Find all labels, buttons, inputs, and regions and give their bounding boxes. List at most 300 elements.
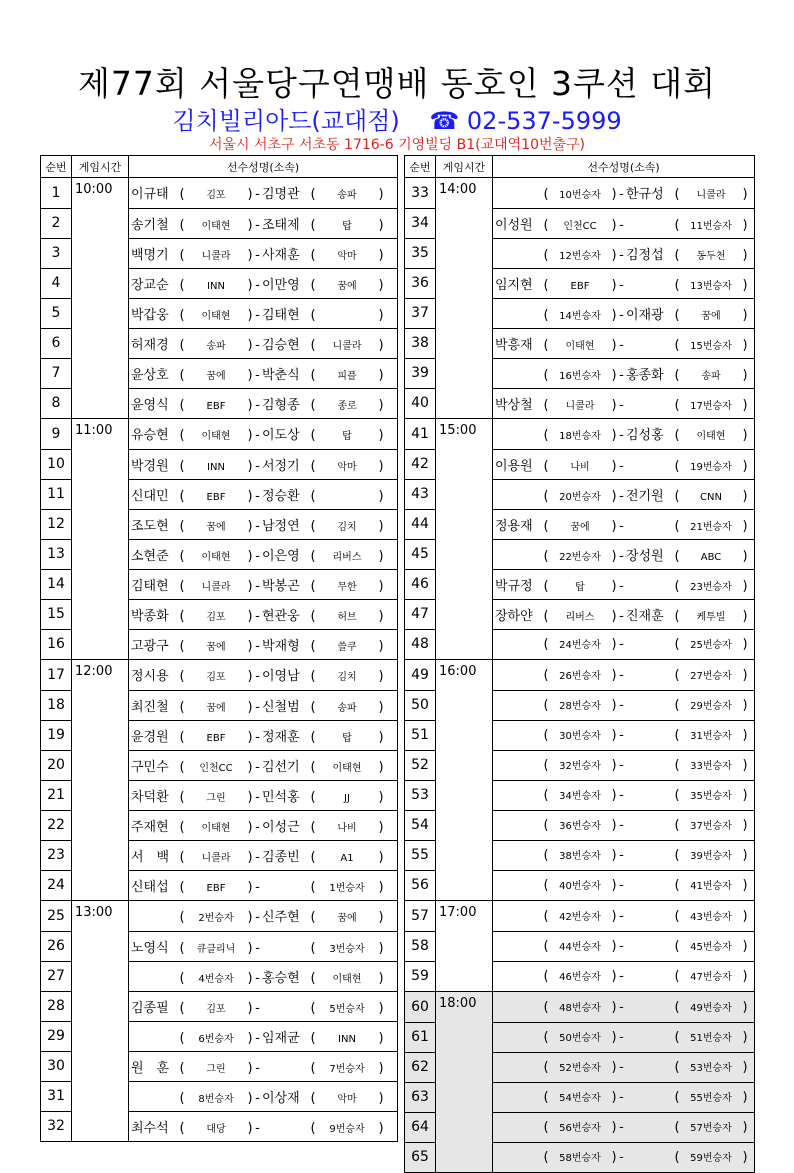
table-row [405,750,755,780]
paren-close: ) [378,277,384,293]
paren-open: ( [310,879,316,895]
match-players [129,539,398,569]
versus-dash: - [255,397,260,413]
paren-close: ) [247,789,253,805]
versus-dash: - [619,667,624,683]
paren-open: ( [543,397,549,413]
game-time: 17:00 [436,901,493,932]
paren-open: ( [179,849,185,865]
match-players [129,599,398,629]
table-row [41,1081,398,1111]
match-number: 55 [405,840,436,870]
paren-close: ) [742,728,748,743]
player-2-name: 신주현 [262,910,300,926]
paren-close: ) [742,1090,748,1105]
table-row [41,931,398,961]
paren-close: ) [378,849,384,865]
player-1-club: 18번승자 [559,431,601,443]
versus-dash: - [255,879,260,895]
paren-open: ( [310,337,316,353]
paren-close: ) [378,638,384,654]
player-1-club: 꿈에 [206,641,226,653]
match-players [493,388,755,419]
paren-close: ) [742,1120,748,1135]
player-1-name: 김종필 [131,1000,169,1016]
paren-open: ( [179,879,185,895]
match-players [493,238,755,268]
paren-close: ) [247,819,253,835]
paren-close: ) [742,518,748,534]
paren-close: ) [378,940,384,956]
paren-close: ) [742,878,748,894]
match-number: 7 [41,358,72,388]
player-1-name: 허재경 [131,337,169,353]
player-2-name: 진재훈 [626,608,664,624]
paren-open: ( [543,277,549,293]
game-time [436,1112,493,1142]
player-1-club: 나비 [570,461,590,473]
paren-close: ) [611,277,617,293]
paren-close: ) [611,578,617,594]
player-2-club: 나비 [337,822,357,834]
paren-close: ) [742,908,748,924]
match-players [129,931,398,961]
player-1-name: 박종화 [131,608,169,624]
table-header-row [41,156,398,178]
paren-close: ) [247,1060,253,1076]
player-2-club: 피플 [337,370,357,382]
paren-open: ( [543,728,549,743]
match-number: 51 [405,720,436,750]
player-1-name: 백명기 [131,247,169,263]
game-time [72,991,129,1021]
paren-close: ) [247,1090,253,1106]
paren-close: ) [378,879,384,895]
player-2-club: 탑 [342,431,352,443]
paren-open: ( [179,458,185,474]
player-2-name: 이영남 [262,669,300,685]
table-row [405,1082,755,1112]
player-1-name: 이용원 [495,458,533,474]
table-row [41,870,398,901]
game-time [72,569,129,599]
versus-dash: - [619,217,624,233]
match-number: 10 [41,449,72,479]
paren-open: ( [674,1090,680,1105]
match-players [129,1111,398,1142]
player-1-club: 이태현 [565,340,595,352]
player-2-club: 1번승자 [329,882,365,894]
paren-open: ( [179,910,185,926]
paren-open: ( [674,637,680,653]
paren-open: ( [310,217,316,233]
player-1-club: 24번승자 [559,640,601,652]
game-time [436,479,493,509]
table-row [405,810,755,840]
paren-close: ) [742,578,748,594]
versus-dash: - [255,247,260,263]
game-time [436,931,493,961]
game-time [436,840,493,870]
match-players [129,358,398,388]
match-number: 58 [405,931,436,961]
match-players [493,992,755,1023]
player-2-club: 33번승자 [690,761,732,772]
match-number: 26 [41,931,72,961]
paren-open: ( [310,548,316,564]
table-row [41,961,398,991]
versus-dash: - [619,908,624,924]
player-2-club: 53번승자 [690,1063,732,1074]
paren-close: ) [742,367,748,383]
match-players [493,1112,755,1142]
match-number: 18 [41,690,72,720]
player-1-club: 꿈에 [206,370,226,382]
game-time [436,961,493,992]
paren-open: ( [674,277,680,293]
table-row [405,419,755,450]
player-2-name: 임재균 [262,1030,300,1046]
paren-open: ( [179,247,185,263]
versus-dash: - [255,337,260,353]
match-players [493,419,755,450]
player-1-name: 정시용 [131,669,169,685]
player-1-club: 니콜라 [201,581,231,593]
table-row [41,840,398,870]
versus-dash: - [619,307,624,323]
player-2-name: 김승현 [262,337,300,353]
match-players [129,780,398,810]
paren-close: ) [247,397,253,413]
paren-close: ) [611,969,617,985]
player-2-club: 47번승자 [690,972,732,984]
paren-open: ( [179,819,185,835]
game-time [72,931,129,961]
table-row [405,539,755,569]
game-time [436,208,493,238]
match-number: 3 [41,238,72,268]
player-1-club: 꿈에 [570,521,590,533]
paren-close: ) [247,428,253,444]
paren-close: ) [378,488,384,504]
player-2-name: 박봉곤 [262,578,300,594]
player-2-name: 장성원 [626,548,664,564]
paren-close: ) [247,518,253,534]
player-2-club: 송파 [337,702,357,714]
paren-close: ) [378,518,384,534]
player-2-club: CNN [700,491,722,503]
versus-dash: - [619,548,624,564]
match-players [129,660,398,691]
paren-open: ( [674,698,680,713]
match-players [129,268,398,298]
player-2-name: 민석홍 [262,789,300,805]
match-number: 29 [41,1021,72,1051]
paren-close: ) [247,759,253,775]
versus-dash: - [619,1060,624,1075]
game-time [436,268,493,298]
paren-open: ( [674,307,680,323]
player-2-club: 꿈에 [337,280,357,292]
paren-open: ( [179,608,185,624]
player-1-name: 차덕환 [131,789,169,805]
player-2-club: 13번승자 [690,280,732,292]
versus-dash: - [255,1060,260,1076]
match-number: 62 [405,1052,436,1082]
paren-close: ) [378,1000,384,1016]
paren-close: ) [742,969,748,985]
paren-close: ) [611,939,617,954]
paren-close: ) [742,818,748,833]
versus-dash: - [255,1030,260,1046]
player-2-club: 꿈에 [701,310,721,322]
player-2-club: 탑 [342,732,352,744]
game-time [72,961,129,991]
game-time [436,539,493,569]
match-number: 35 [405,238,436,268]
match-number: 39 [405,358,436,388]
match-number: 48 [405,629,436,660]
match-number: 17 [41,660,72,691]
match-number: 28 [41,991,72,1021]
paren-open: ( [543,637,549,653]
match-players [129,419,398,450]
paren-open: ( [674,187,680,203]
paren-open: ( [179,367,185,383]
game-time: 13:00 [72,901,129,932]
player-1-club: 32번승자 [559,761,601,772]
match-players [493,1082,755,1112]
versus-dash: - [255,608,260,624]
player-2-club: 5번승자 [329,1003,365,1015]
player-1-name: 김태현 [131,578,169,594]
paren-open: ( [310,367,316,383]
match-players [129,1051,398,1081]
player-1-club: 44번승자 [559,942,601,953]
player-1-name: 주재현 [131,819,169,835]
player-2-name: 김태현 [262,307,300,323]
player-1-club: 대당 [206,1123,226,1135]
versus-dash: - [255,458,260,474]
paren-open: ( [310,488,316,504]
versus-dash: - [255,367,260,383]
player-1-name: 최진철 [131,699,169,715]
game-time [436,870,493,901]
paren-close: ) [378,428,384,444]
paren-open: ( [179,488,185,504]
table-row [405,1052,755,1082]
match-players [493,1022,755,1052]
match-players [129,298,398,328]
game-time: 12:00 [72,660,129,691]
player-1-club: INN [207,461,225,473]
player-2-name: 서정기 [262,458,300,474]
match-number: 65 [405,1142,436,1173]
table-row [405,780,755,810]
match-players [493,178,755,209]
match-number: 21 [41,780,72,810]
paren-open: ( [674,1030,680,1045]
paren-close: ) [378,699,384,715]
match-number: 49 [405,660,436,691]
paren-close: ) [378,548,384,564]
match-number: 46 [405,569,436,599]
player-1-club: 46번승자 [559,972,601,984]
versus-dash: - [255,669,260,685]
game-time [436,449,493,479]
player-1-club: 22번승자 [559,551,601,563]
versus-dash: - [619,728,624,743]
player-1-club: 이태현 [201,220,231,232]
game-time [436,509,493,539]
game-time [436,328,493,358]
game-time [436,750,493,780]
paren-close: ) [742,428,748,444]
paren-close: ) [742,337,748,353]
player-1-name: 원 훈 [131,1060,170,1076]
table-row [41,1051,398,1081]
match-number: 1 [41,178,72,209]
paren-open: ( [543,458,549,474]
game-time [436,629,493,660]
paren-close: ) [611,818,617,833]
player-1-club: 2번승자 [198,913,234,925]
match-players [493,358,755,388]
player-2-name: 이재광 [626,307,664,323]
paren-close: ) [378,1060,384,1076]
match-players [129,208,398,238]
player-1-club: EBF [206,882,226,894]
paren-close: ) [611,698,617,713]
player-2-club: 이태현 [696,431,726,443]
game-time [72,449,129,479]
player-1-name: 박상철 [495,397,533,413]
paren-close: ) [378,759,384,775]
paren-open: ( [674,848,680,863]
paren-open: ( [310,970,316,986]
table-row [41,328,398,358]
match-number: 54 [405,810,436,840]
paren-close: ) [611,908,617,924]
player-2-club: 27번승자 [690,670,732,682]
paren-close: ) [611,1090,617,1105]
paren-close: ) [378,819,384,835]
paren-open: ( [310,1060,316,1076]
player-2-name: 김성홍 [626,428,664,444]
paren-open: ( [179,970,185,986]
paren-open: ( [543,939,549,954]
match-number: 12 [41,509,72,539]
paren-close: ) [378,458,384,474]
player-2-club: 니콜라 [332,340,362,352]
player-2-name: 남정연 [262,518,300,534]
match-players [493,629,755,660]
versus-dash: - [619,187,624,203]
column-header-players: 선수성명(소속) [493,156,755,178]
paren-close: ) [742,1150,748,1166]
table-row [405,509,755,539]
paren-open: ( [543,367,549,383]
player-2-name: 이은영 [262,548,300,564]
player-1-name: 장하얀 [495,608,533,624]
match-number: 38 [405,328,436,358]
player-1-name: 이규태 [131,187,169,203]
versus-dash: - [619,367,624,383]
player-2-club: 9번승자 [329,1123,365,1135]
player-2-name: 이도상 [262,428,300,444]
table-row [405,629,755,660]
game-time [436,599,493,629]
player-1-name: 윤영식 [131,397,169,413]
player-1-club: 36번승자 [559,821,601,832]
paren-close: ) [611,1060,617,1075]
player-1-club: 이태현 [201,551,231,563]
versus-dash: - [255,940,260,956]
paren-close: ) [247,217,253,233]
paren-open: ( [179,277,185,293]
paren-close: ) [611,548,617,564]
paren-open: ( [310,1090,316,1106]
match-players [493,298,755,328]
versus-dash: - [255,518,260,534]
match-number: 25 [41,901,72,932]
paren-close: ) [742,217,748,233]
versus-dash: - [619,1030,624,1045]
paren-open: ( [310,849,316,865]
player-2-club: 7번승자 [329,1063,365,1075]
player-1-club: 니콜라 [201,250,231,262]
paren-open: ( [310,1030,316,1046]
player-1-club: 리버스 [565,611,595,623]
match-number: 57 [405,901,436,932]
player-2-club: 35번승자 [690,791,732,802]
paren-close: ) [611,1030,617,1045]
player-2-club: 이태현 [332,973,362,985]
versus-dash: - [619,397,624,413]
versus-dash: - [619,458,624,474]
game-time [72,208,129,238]
paren-open: ( [674,969,680,985]
paren-close: ) [247,578,253,594]
table-row [41,660,398,691]
paren-close: ) [611,848,617,863]
table-row [41,991,398,1021]
game-time [72,780,129,810]
column-header-no: 순번 [41,156,72,178]
phone-number[interactable] [429,107,621,135]
table-row [41,1021,398,1051]
paren-open: ( [543,307,549,323]
paren-open: ( [310,578,316,594]
table-row [405,931,755,961]
player-2-club: 51번승자 [690,1033,732,1044]
game-time [436,720,493,750]
paren-open: ( [310,1120,316,1136]
versus-dash: - [619,608,624,624]
paren-close: ) [611,878,617,894]
paren-open: ( [310,759,316,775]
player-1-club: 20번승자 [559,491,601,503]
game-time: 18:00 [436,992,493,1023]
paren-close: ) [247,488,253,504]
paren-close: ) [611,397,617,413]
player-1-club: EBF [570,280,590,292]
paren-open: ( [543,548,549,564]
player-1-club: 그린 [206,1063,226,1075]
versus-dash: - [619,758,624,773]
versus-dash: - [255,910,260,926]
paren-open: ( [674,1150,680,1166]
